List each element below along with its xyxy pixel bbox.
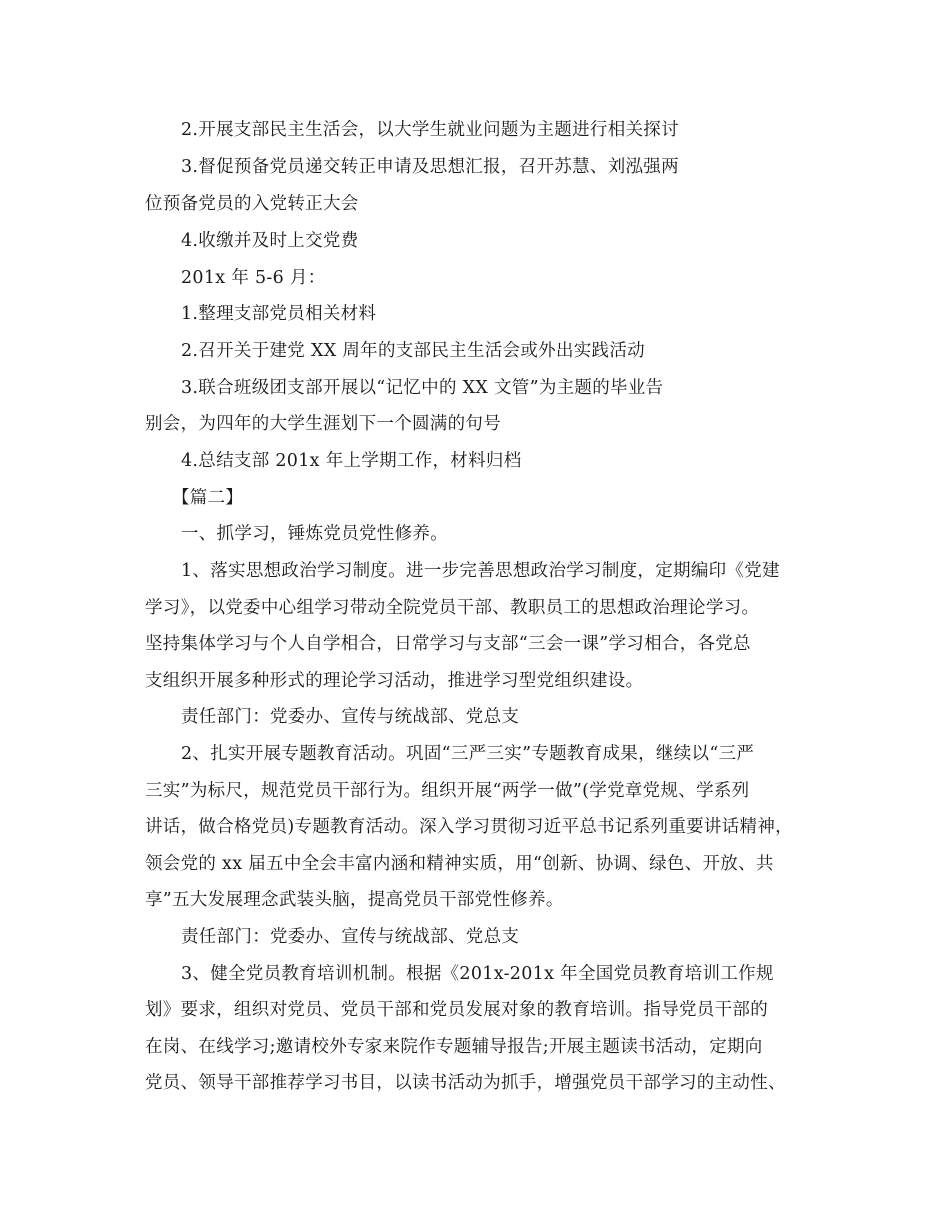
text-line: 别会，为四年的大学生涯划下一个圆满的句号	[145, 414, 501, 434]
text-line: 三实”为标尺，规范党员干部行为。组织开展“两学一做”(学党章党规、学系列	[145, 781, 750, 801]
text-line: 党员、领导干部推荐学习书目，以读书活动为抓手，增强党员干部学习的主动性、	[145, 1073, 786, 1093]
text-line: 领会党的 xx 届五中全会丰富内涵和精神实质，用“创新、协调、绿色、开放、共	[145, 854, 774, 874]
text-line: 责任部门：党委办、宣传与统战部、党总支	[181, 707, 520, 727]
text-line: 2.开展支部民主生活会，以大学生就业问题为主题进行相关探讨	[181, 120, 679, 140]
text-line: 1、落实思想政治学习制度。进一步完善思想政治学习制度，定期编印《党建	[181, 561, 780, 581]
text-line: 4.收缴并及时上交党费	[181, 231, 359, 251]
text-line: 讲话，做合格党员)专题教育活动。深入学习贯彻习近平总书记系列重要讲话精神，	[145, 817, 793, 837]
text-line: 2、扎实开展专题教育活动。巩固“三严三实”专题教育成果，继续以“三严	[181, 744, 755, 764]
text-line: 3.督促预备党员递交转正申请及思想汇报，召开苏慧、刘泓强两	[181, 157, 679, 177]
text-line: 3.联合班级团支部开展以“记忆中的 XX 文管”为主题的毕业告	[181, 378, 664, 398]
text-line: 3、健全党员教育培训机制。根据《201x-201x 年全国党员教育培训工作规	[181, 964, 774, 984]
text-line: 责任部门：党委办、宣传与统战部、党总支	[181, 927, 520, 947]
text-line: 2.召开关于建党 XX 周年的支部民主生活会或外出实践活动	[181, 341, 645, 361]
text-line: 坚持集体学习与个人自学相合，日常学习与支部“三会一课”学习相合，各党总	[145, 634, 751, 654]
text-line: 在岗、在线学习;邀请校外专家来院作专题辅导报告;开展主题读书活动，定期向	[145, 1037, 763, 1057]
text-line: 划》要求，组织对党员、党员干部和党员发展对象的教育培训。指导党员干部的	[145, 1000, 768, 1020]
text-line: 201x 年 5-6 月：	[181, 268, 326, 288]
text-line: 支组织开展多种形式的理论学习活动，推进学习型党组织建设。	[145, 671, 644, 691]
text-line: 位预备党员的入党转正大会	[145, 194, 359, 214]
text-line: 一、抓学习，锤炼党员党性修养。	[181, 524, 448, 544]
text-line: 学习》，以党委中心组学习带动全院党员干部、教职员工的思想政治理论学习。	[145, 598, 760, 618]
section-heading: 【篇二】	[172, 488, 244, 508]
text-line: 1.整理支部党员相关材料	[181, 304, 377, 324]
text-line: 享”五大发展理念武装头脑，提高党员干部党性修养。	[145, 890, 564, 910]
text-line: 4.总结支部 201x 年上学期工作，材料归档	[181, 451, 522, 471]
